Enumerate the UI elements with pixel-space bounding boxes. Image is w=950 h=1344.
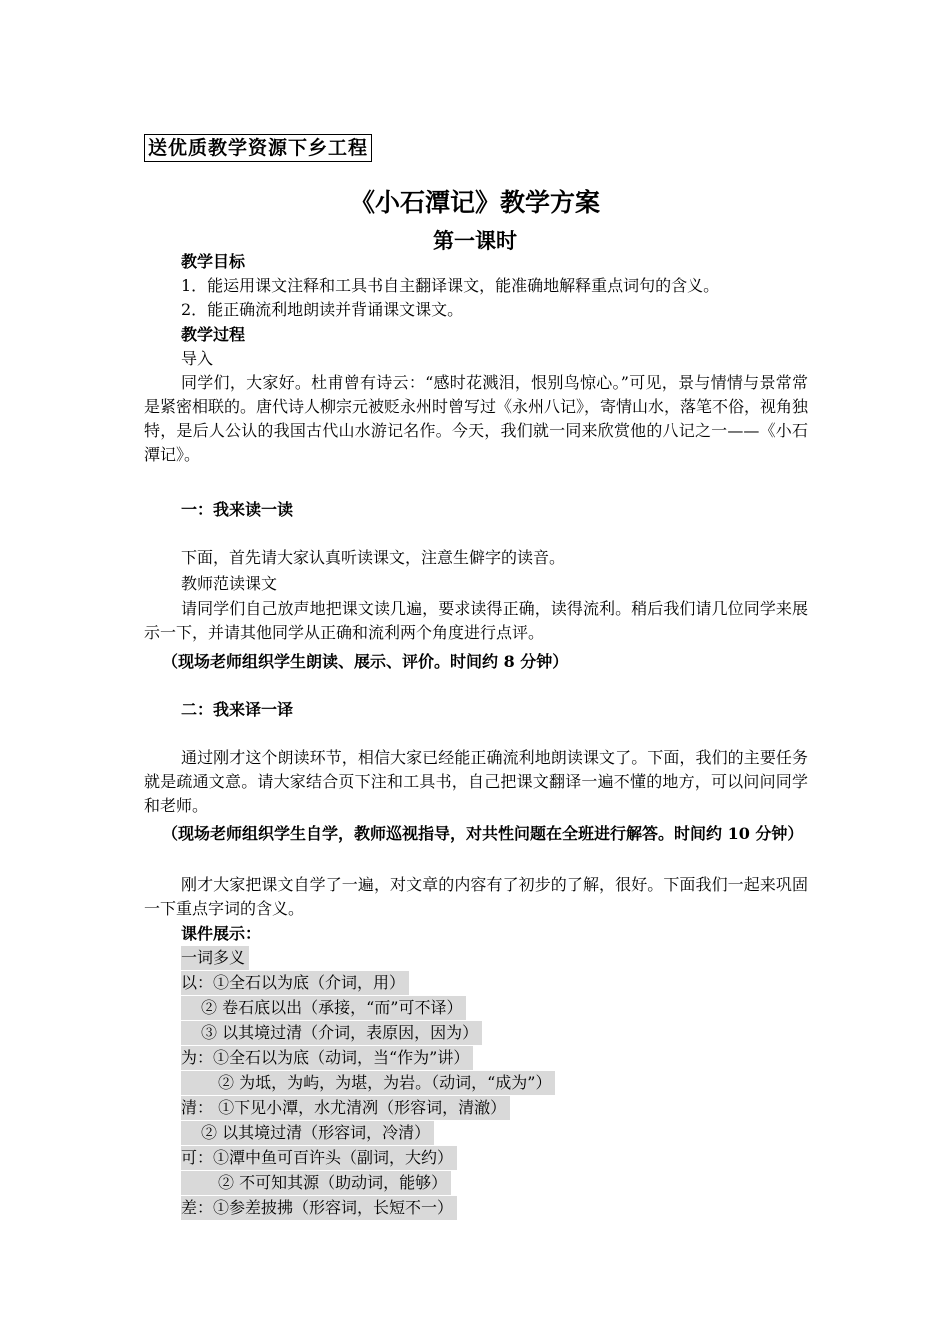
courseware-line-text: ③ 以其境过清（介词，表原因，因为） [181, 1021, 482, 1045]
section1-note: （现场老师组织学生朗读、展示、评价。时间约 8 分钟） [162, 652, 569, 671]
courseware-line-text: ② 以其境过清（形容词，冷清） [181, 1121, 434, 1145]
courseware-line-text: 可：①潭中鱼可百许头（副词，大约） [181, 1146, 457, 1170]
courseware-line [181, 1096, 510, 1120]
courseware-line [181, 971, 409, 995]
courseware-line-text: 为：①全石以为底（动词，当“作为”讲） [181, 1046, 473, 1070]
courseware-line [181, 996, 466, 1020]
courseware-line-text: 差：①参差披拂（形容词，长短不一） [181, 1196, 457, 1220]
section1-heading: 一：我来读一读 [181, 500, 294, 519]
intro-label: 导入 [181, 349, 214, 368]
section2-note: （现场老师组织学生自学，教师巡视指导，对共性问题在全班进行解答。时间约 10 分钟） [162, 824, 804, 843]
courseware-line-text: ② 为坻，为屿，为堪，为岩。（动词，“成为”） [181, 1071, 555, 1095]
goal-item-2: 2．能正确流利地朗读并背诵课文课文。 [181, 300, 464, 319]
section1-p1: 下面，首先请大家认真听读课文，注意生僻字的读音。 [181, 548, 566, 567]
courseware-line [181, 1196, 457, 1220]
page-subtitle: 第一课时 [433, 229, 517, 253]
process-heading: 教学过程 [181, 325, 246, 344]
page-title: 《小石潭记》教学方案 [349, 188, 600, 217]
courseware-line [181, 1146, 457, 1170]
section2-p2: 刚才大家把课文自学了一遍，对文章的内容有了初步的了解，很好。下面我们一起来巩固一下重点字词的含义。 [144, 875, 808, 918]
courseware-line-text: 清： ①下见小潭，水尤清冽（形容词，清澈） [181, 1096, 510, 1120]
header-stamp: 送优质教学资源下乡工程 [144, 134, 372, 162]
goal-item-1: 1．能运用课文注释和工具书自主翻译课文，能准确地解释重点词句的含义。 [181, 276, 720, 295]
courseware-line-text: 以：①全石以为底（介词，用） [181, 971, 409, 995]
section2-heading: 二：我来译一译 [181, 700, 294, 719]
courseware-line [181, 1021, 482, 1045]
courseware-line [181, 1121, 434, 1145]
courseware-heading-text: 一词多义 [181, 946, 249, 970]
section1-p2: 教师范读课文 [181, 574, 278, 593]
section2-p1: 通过刚才这个朗读环节，相信大家已经能正确流利地朗读课文了。下面，我们的主要任务就是疏通文意。请大家结合页下注和工具书，自己把课文翻译一遍不懂的地方，可以问问同学和老师。 [144, 748, 808, 815]
section1-p3: 请同学们自己放声地把课文读几遍，要求读得正确，读得流利。稍后我们请几位同学来展示一下，并请其他同学从正确和流利两个角度进行点评。 [144, 599, 808, 642]
goals-heading: 教学目标 [181, 252, 246, 271]
intro-paragraph: 同学们，大家好。杜甫曾有诗云：“感时花溅泪，恨别鸟惊心。”可见，景与情情与景常常是紧密相联的。唐代诗人柳宗元被贬永州时曾写过《永州八记》，寄情山水，落笔不俗，视角独特，是后人公认的我国古代山水游记名作。今天，我们就一同来欣赏他的八记之一——《小石潭记》。 [144, 373, 809, 464]
courseware-heading [181, 946, 249, 970]
courseware-line [181, 1171, 451, 1195]
courseware-line [181, 1046, 473, 1070]
courseware-label: 课件展示： [181, 924, 262, 943]
courseware-line-text: ② 卷石底以出（承接，“而”可不译） [181, 996, 466, 1020]
courseware-line [181, 1071, 555, 1095]
courseware-line-text: ② 不可知其源（助动词，能够） [181, 1171, 451, 1195]
